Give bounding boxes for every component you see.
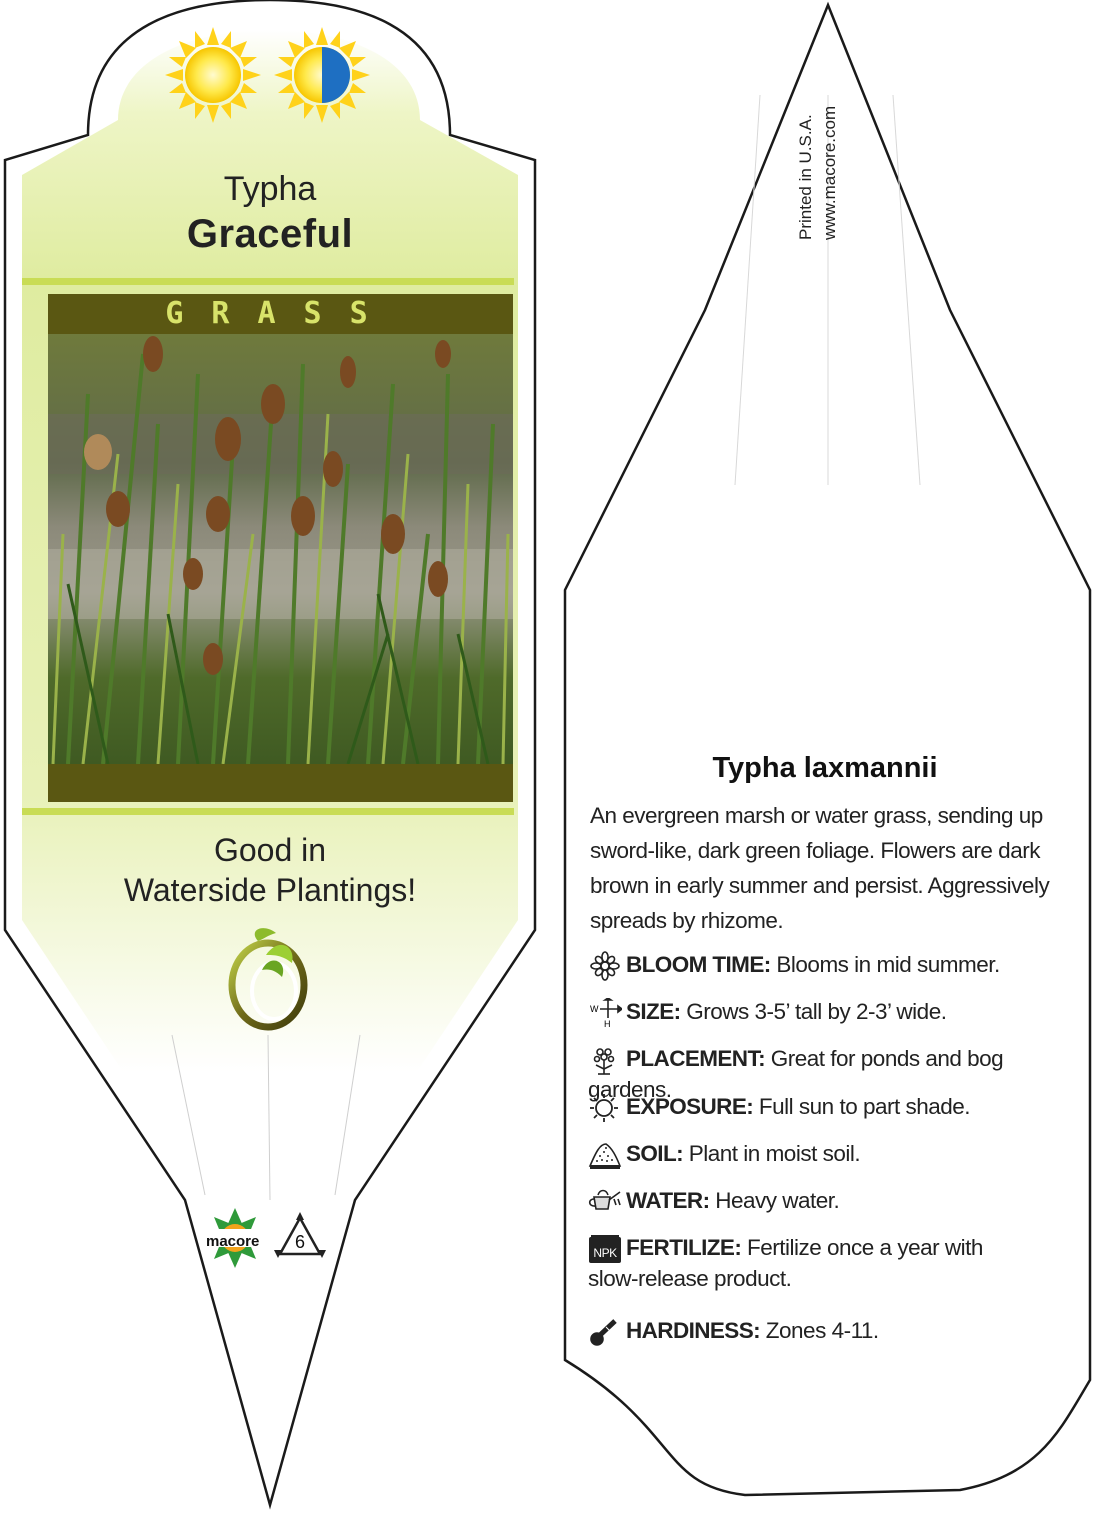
attr-fertilize: [588, 1233, 1068, 1294]
plant-genus: Typha: [223, 170, 317, 208]
plant-photo: [48, 334, 513, 764]
bloom-time-value: Blooms in mid summer.: [776, 952, 1000, 977]
brand-name: macore: [206, 1233, 260, 1250]
attr-water: [588, 1186, 1068, 1217]
placement-plants-icon: [588, 1045, 622, 1075]
fertilize-label: FERTILIZE:: [626, 1235, 742, 1260]
hardiness-label: HARDINESS:: [626, 1318, 761, 1343]
placement-label: PLACEMENT:: [626, 1046, 765, 1071]
water-value: Heavy water.: [715, 1188, 840, 1213]
attr-size: [588, 997, 1068, 1028]
attr-hardiness: [588, 1316, 1068, 1347]
npk-text: NPK: [593, 1246, 617, 1261]
printer-info: [795, 70, 855, 240]
size-label: SIZE:: [626, 999, 681, 1024]
size-icon-w: W: [590, 1004, 598, 1015]
attr-exposure: [588, 1092, 1068, 1123]
fertilize-value-2: slow-release product.: [588, 1266, 792, 1292]
hardiness-value: Zones 4-11.: [765, 1318, 879, 1343]
full-sun-icon: [165, 27, 261, 123]
tagline-line-1: Good in: [213, 832, 327, 868]
size-value: Grows 3-5’ tall by 2-3’ wide.: [686, 999, 947, 1024]
attr-soil: [588, 1139, 1068, 1170]
soil-value: Plant in moist soil.: [688, 1141, 861, 1166]
thermometer-icon: [588, 1317, 622, 1347]
placement-value: Great for ponds and bog gardens.: [588, 1046, 1004, 1103]
recycle-code: 6: [294, 1232, 305, 1252]
scientific-name: Typha laxmannii: [712, 752, 938, 784]
exposure-value: Full sun to part shade.: [758, 1094, 971, 1119]
tagline-line-2: Waterside Plantings!: [123, 872, 417, 908]
attr-bloom-time: [588, 950, 1068, 981]
flower-icon: [588, 951, 622, 981]
website: www.macore.com: [820, 105, 839, 240]
water-label: WATER:: [626, 1188, 710, 1213]
sun-outline-icon: [588, 1093, 622, 1123]
tagline: [60, 830, 480, 910]
printed-in: Printed in U.S.A.: [796, 114, 815, 240]
bloom-time-label: BLOOM TIME:: [626, 952, 771, 977]
plant-cultivar: Graceful: [186, 212, 354, 256]
fertilize-value: Fertilize once a year with: [747, 1235, 983, 1260]
exposure-label: EXPOSURE:: [626, 1094, 754, 1119]
size-arrows-icon: [588, 998, 622, 1028]
soil-label: SOIL:: [626, 1141, 683, 1166]
soil-mound-icon: [588, 1140, 622, 1170]
plant-category: GRASS: [165, 296, 396, 331]
part-shade-icon: [274, 27, 370, 123]
watering-can-icon: [588, 1187, 622, 1217]
npk-icon: [588, 1234, 622, 1264]
plant-description: An evergreen marsh or water grass, sending up sword-like, dark green foliage. Flowers are dark brown in early summer and persist. Aggressively spreads by rhizome.: [590, 803, 1050, 933]
size-icon-h: H: [604, 1019, 610, 1029]
